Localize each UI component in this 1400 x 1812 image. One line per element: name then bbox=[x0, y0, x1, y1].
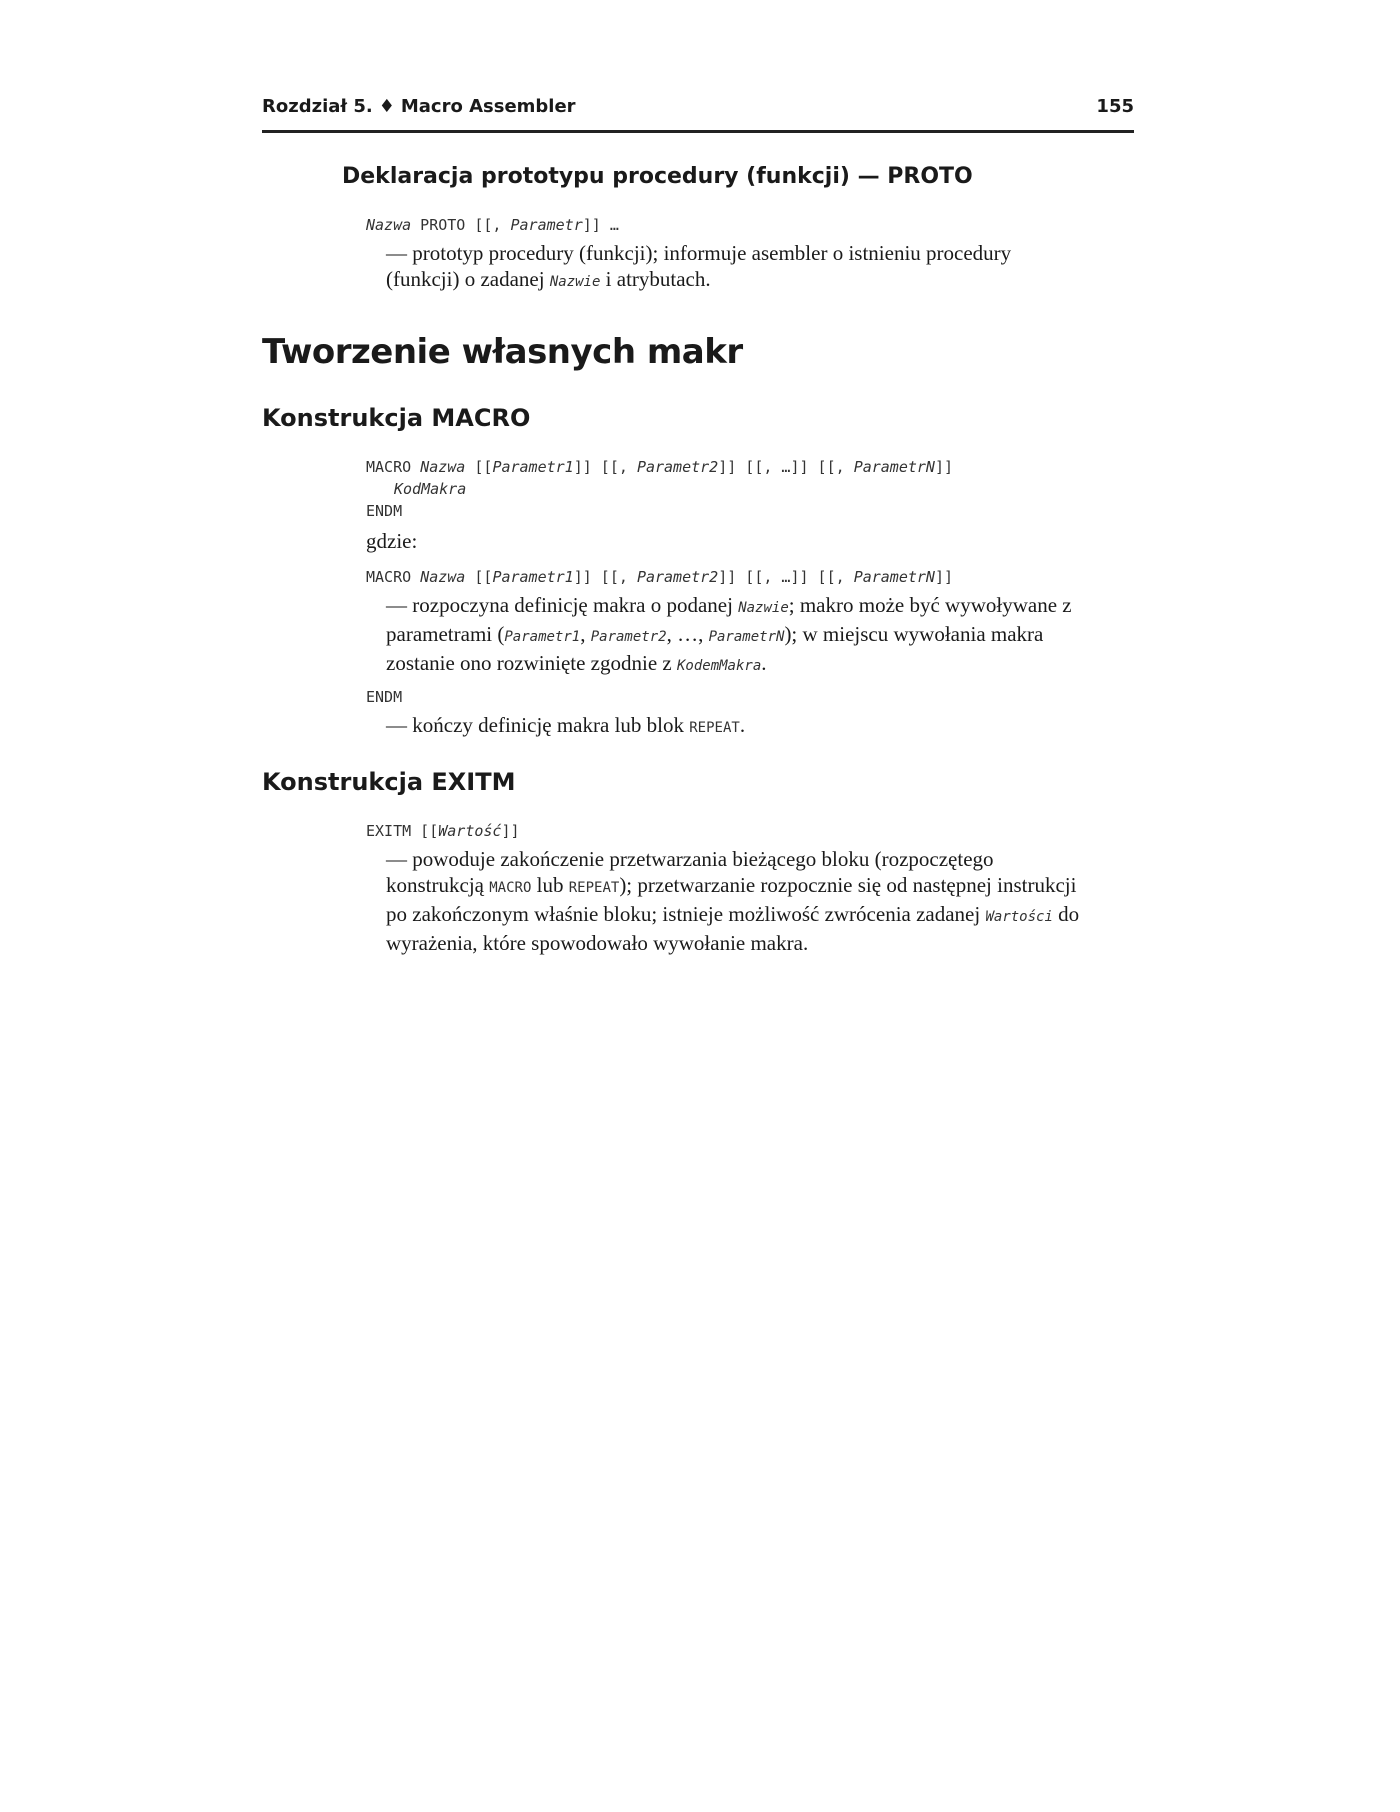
macro-syn2-p2: Parametr2 bbox=[636, 568, 719, 586]
macro-syn2-p1: Parametr1 bbox=[492, 568, 574, 586]
macro-desc-p2: Parametr2 bbox=[590, 629, 667, 645]
page-number: 155 bbox=[1096, 96, 1134, 117]
proto-syntax-end: ]] … bbox=[582, 216, 619, 234]
macro-syn2-kw: MACRO bbox=[366, 568, 421, 586]
proto-desc-text-1: — prototyp procedury (funkcji); informuje asembler o istnieniu procedury (funkcji) o zadanej bbox=[386, 241, 1012, 291]
macro-syn-name: Nazwa bbox=[420, 458, 466, 476]
endm-desc-text-1: — kończy definicję makra lub blok bbox=[386, 713, 690, 737]
exitm-description bbox=[386, 846, 1086, 956]
macro-desc-comma-2: , …, bbox=[666, 622, 709, 646]
macro-desc-name: Nazwie bbox=[738, 600, 789, 616]
chapter-number: Rozdział 5. bbox=[262, 96, 373, 117]
macro-syn-p2: Parametr2 bbox=[636, 458, 719, 476]
exitm-desc-text-1: — powoduje zakończenie przetwarzania bieżącego bloku (rozpoczętego konstrukcją bbox=[386, 847, 994, 897]
macro-syn2-b3: ]] [[, …]] [[, bbox=[718, 568, 854, 586]
macro-syntax-line bbox=[366, 458, 953, 476]
macro-syn-b3: ]] [[, …]] [[, bbox=[718, 458, 854, 476]
exitm-desc-text-2: lub bbox=[531, 873, 569, 897]
exitm-syn-val: Wartość bbox=[438, 822, 502, 840]
proto-syntax bbox=[366, 216, 619, 234]
macro-syntax-line-2 bbox=[366, 568, 953, 586]
endm-label: ENDM bbox=[366, 688, 403, 706]
exitm-desc-code-2: REPEAT bbox=[568, 880, 620, 896]
macro-heading: Konstrukcja MACRO bbox=[262, 404, 531, 432]
running-header bbox=[262, 96, 1134, 133]
proto-syntax-param: Parametr bbox=[510, 216, 583, 234]
exitm-desc-text-4: do wyrażenia, które spowodowało wywołanie makra. bbox=[386, 902, 1080, 955]
exitm-heading: Konstrukcja EXITM bbox=[262, 768, 516, 796]
exitm-desc-text-3: ); przetwarzanie rozpocznie się od następnej instrukcji po zakończonym właśnie bloku; istnieje możliwość zwrócenia zadanej bbox=[386, 873, 1077, 926]
endm-description bbox=[386, 712, 1116, 741]
exitm-desc-val: Wartości bbox=[985, 909, 1053, 925]
proto-heading: Deklaracja prototypu procedury (funkcji) — PROTO bbox=[342, 164, 973, 189]
where-label: gdzie: bbox=[366, 529, 418, 553]
macro-syn2-b2: ]] [[, bbox=[573, 568, 637, 586]
macro-syn2-name: Nazwa bbox=[420, 568, 466, 586]
macro-syn2-b4: ]] bbox=[934, 568, 954, 586]
chapter-label bbox=[262, 96, 576, 117]
macro-desc-pn: ParametrN bbox=[708, 629, 785, 645]
macro-syn-kw: MACRO bbox=[366, 458, 421, 476]
section-title: Tworzenie własnych makr bbox=[262, 332, 743, 372]
proto-desc-text-2: i atrybutach. bbox=[600, 267, 711, 291]
macro-end-line: ENDM bbox=[366, 502, 403, 520]
macro-desc-text-2: ; makro może być wywoływane z parametrami ( bbox=[386, 593, 1072, 646]
macro-syn-b2: ]] [[, bbox=[573, 458, 637, 476]
macro-desc-text-1: — rozpoczyna definicję makra o podanej bbox=[386, 593, 739, 617]
exitm-syn-end: ]] bbox=[501, 822, 520, 840]
exitm-syntax bbox=[366, 822, 520, 840]
proto-desc-name: Nazwie bbox=[549, 274, 601, 290]
endm-desc-code: REPEAT bbox=[689, 720, 740, 736]
macro-description bbox=[386, 592, 1116, 679]
proto-syntax-keyword: PROTO [[, bbox=[411, 216, 511, 234]
macro-desc-text-3: ); w miejscu wywołania makra zostanie ono rozwinięte zgodnie z bbox=[386, 622, 1044, 675]
macro-desc-text-4: . bbox=[761, 651, 767, 675]
macro-syn2-b1: [[ bbox=[465, 568, 493, 586]
macro-desc-code: KodemMakra bbox=[676, 658, 762, 674]
proto-description bbox=[386, 240, 1086, 295]
chapter-title: Macro Assembler bbox=[400, 96, 576, 117]
macro-syn-p1: Parametr1 bbox=[492, 458, 574, 476]
macro-syn-b1: [[ bbox=[465, 458, 493, 476]
macro-body-line bbox=[394, 480, 466, 498]
diamond-separator: ♦ bbox=[378, 96, 395, 117]
macro-syn-pn: ParametrN bbox=[853, 458, 935, 476]
macro-desc-p1: Parametr1 bbox=[504, 629, 581, 645]
macro-syn2-pn: ParametrN bbox=[853, 568, 935, 586]
macro-syn-b4: ]] bbox=[934, 458, 954, 476]
macro-desc-comma-1: , bbox=[580, 622, 591, 646]
exitm-desc-code-1: MACRO bbox=[489, 880, 532, 896]
macro-body-text: KodMakra bbox=[394, 480, 467, 498]
endm-desc-text-2: . bbox=[739, 713, 746, 737]
exitm-syn-kw: EXITM [[ bbox=[366, 822, 439, 840]
proto-syntax-name: Nazwa bbox=[366, 216, 412, 234]
